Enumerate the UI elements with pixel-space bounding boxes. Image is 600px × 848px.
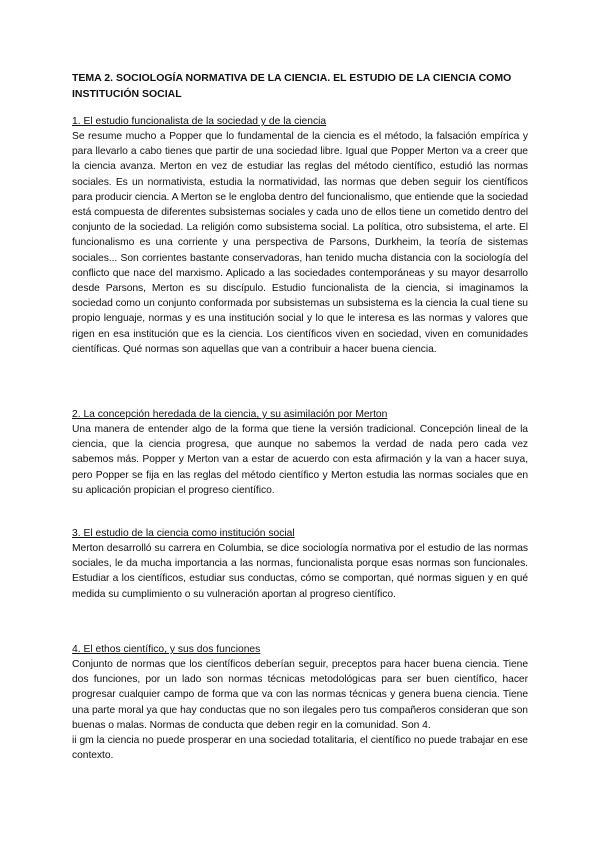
section-2: [72, 407, 528, 498]
section-heading: 2. La concepción heredada de la ciencia, y su asimilación por Merton: [72, 409, 388, 420]
section-paragraph: Una manera de entender algo de la forma que tiene la versión tradicional. Concepción lineal de la ciencia, que la ciencia progresa, que aunque no sabemos la verdad de nada pero cada vez sabemos más. Popper y Merton van a estar de acuerdo con esta afirmación y la van a hacer suya, pero Popper se fija en las reglas del método científico y Merton estudia las normas sociales que en su aplicación propician el progreso científico.: [72, 424, 528, 496]
section-3: [72, 526, 528, 602]
section-paragraph: Se resume mucho a Popper que lo fundamental de la ciencia es el método, la falsación empírica y para llevarlo a cabo tienes que partir de una sociedad libre. Igual que Popper Merton va a creer que la ciencia avanza. Merton en vez de estudiar las reglas del método científico, estudió las normas sociales. Es un normativista, estudia la normatividad, las normas que deben seguir los científicos para producir ciencia. A Merton se le engloba dentro del funcionalismo, que entiende que la sociedad está compuesta de diferentes subsistemas sociales y cada uno de ellos tiene un cometido dentro del conjunto de la sociedad. La religión como subsistema social. La política, otro subsistema, el arte. El funcionalismo es una corriente y una perspectiva de Parsons, Durkheim, la teoría de sistemas sociales... Son corrientes bastante conservadoras, han tenido mucha distancia con la sociología del conflicto que nace del marxismo. Aplicado a las sociedades contemporáneas y su mayor desarrollo desde Parsons, Merton es su discípulo. Estudio funcionalista de la ciencia, si imaginamos la sociedad como un conjunto conformada por subsistemas un subsistema es la ciencia la cual tiene su propio lenguaje, normas y es una institución social y lo que le interesa es las normas y valores que rigen en esa institución que es la ciencia. Los científicos viven en sociedad, viven en comunidades científicas. Qué normas son aquellas que van a contribuir a hacer buena ciencia.: [72, 131, 528, 355]
section-heading: 1. El estudio funcionalista de la sociedad y de la ciencia: [72, 116, 327, 127]
section-heading: 3. El estudio de la ciencia como institución social: [72, 528, 295, 539]
section-paragraph: Merton desarrolló su carrera en Columbia, se dice sociología normativa por el estudio de las normas sociales, le da mucha importancia a las normas, funcionalista porque esas normas son funcionales. Estudiar a los científicos, estudiar sus conductas, cómo se comportan, qué normas siguen y en qué medida su cumplimiento o su vulneración aportan al progreso científico.: [72, 543, 528, 600]
document-title: TEMA 2. SOCIOLOGÍA NORMATIVA DE LA CIENCIA. EL ESTUDIO DE LA CIENCIA COMO INSTITUCIÓN SOCIAL: [72, 72, 512, 100]
section-heading: 4. El ethos científico, y sus dos funciones: [72, 644, 261, 655]
section-paragraph: ii gm la ciencia no puede prosperar en una sociedad totalitaria, el científico no puede trabajar en ese contexto.: [72, 735, 528, 762]
section-paragraph: Conjunto de normas que los científicos deberían seguir, preceptos para hacer buena ciencia. Tiene dos funciones, por un lado son normas técnicas metodológicas para ser buen científico, hacer progresar cualquier campo de forma que va con las normas técnicas y genera buena ciencia. Tiene una parte moral ya que hay conductas que no son ilegales pero tus compañeros consideran que son buenas o malas. Normas de conducta que deben regir en la comunidad. Son 4.: [72, 659, 528, 731]
section-1: [72, 114, 528, 357]
section-4: [72, 642, 528, 763]
